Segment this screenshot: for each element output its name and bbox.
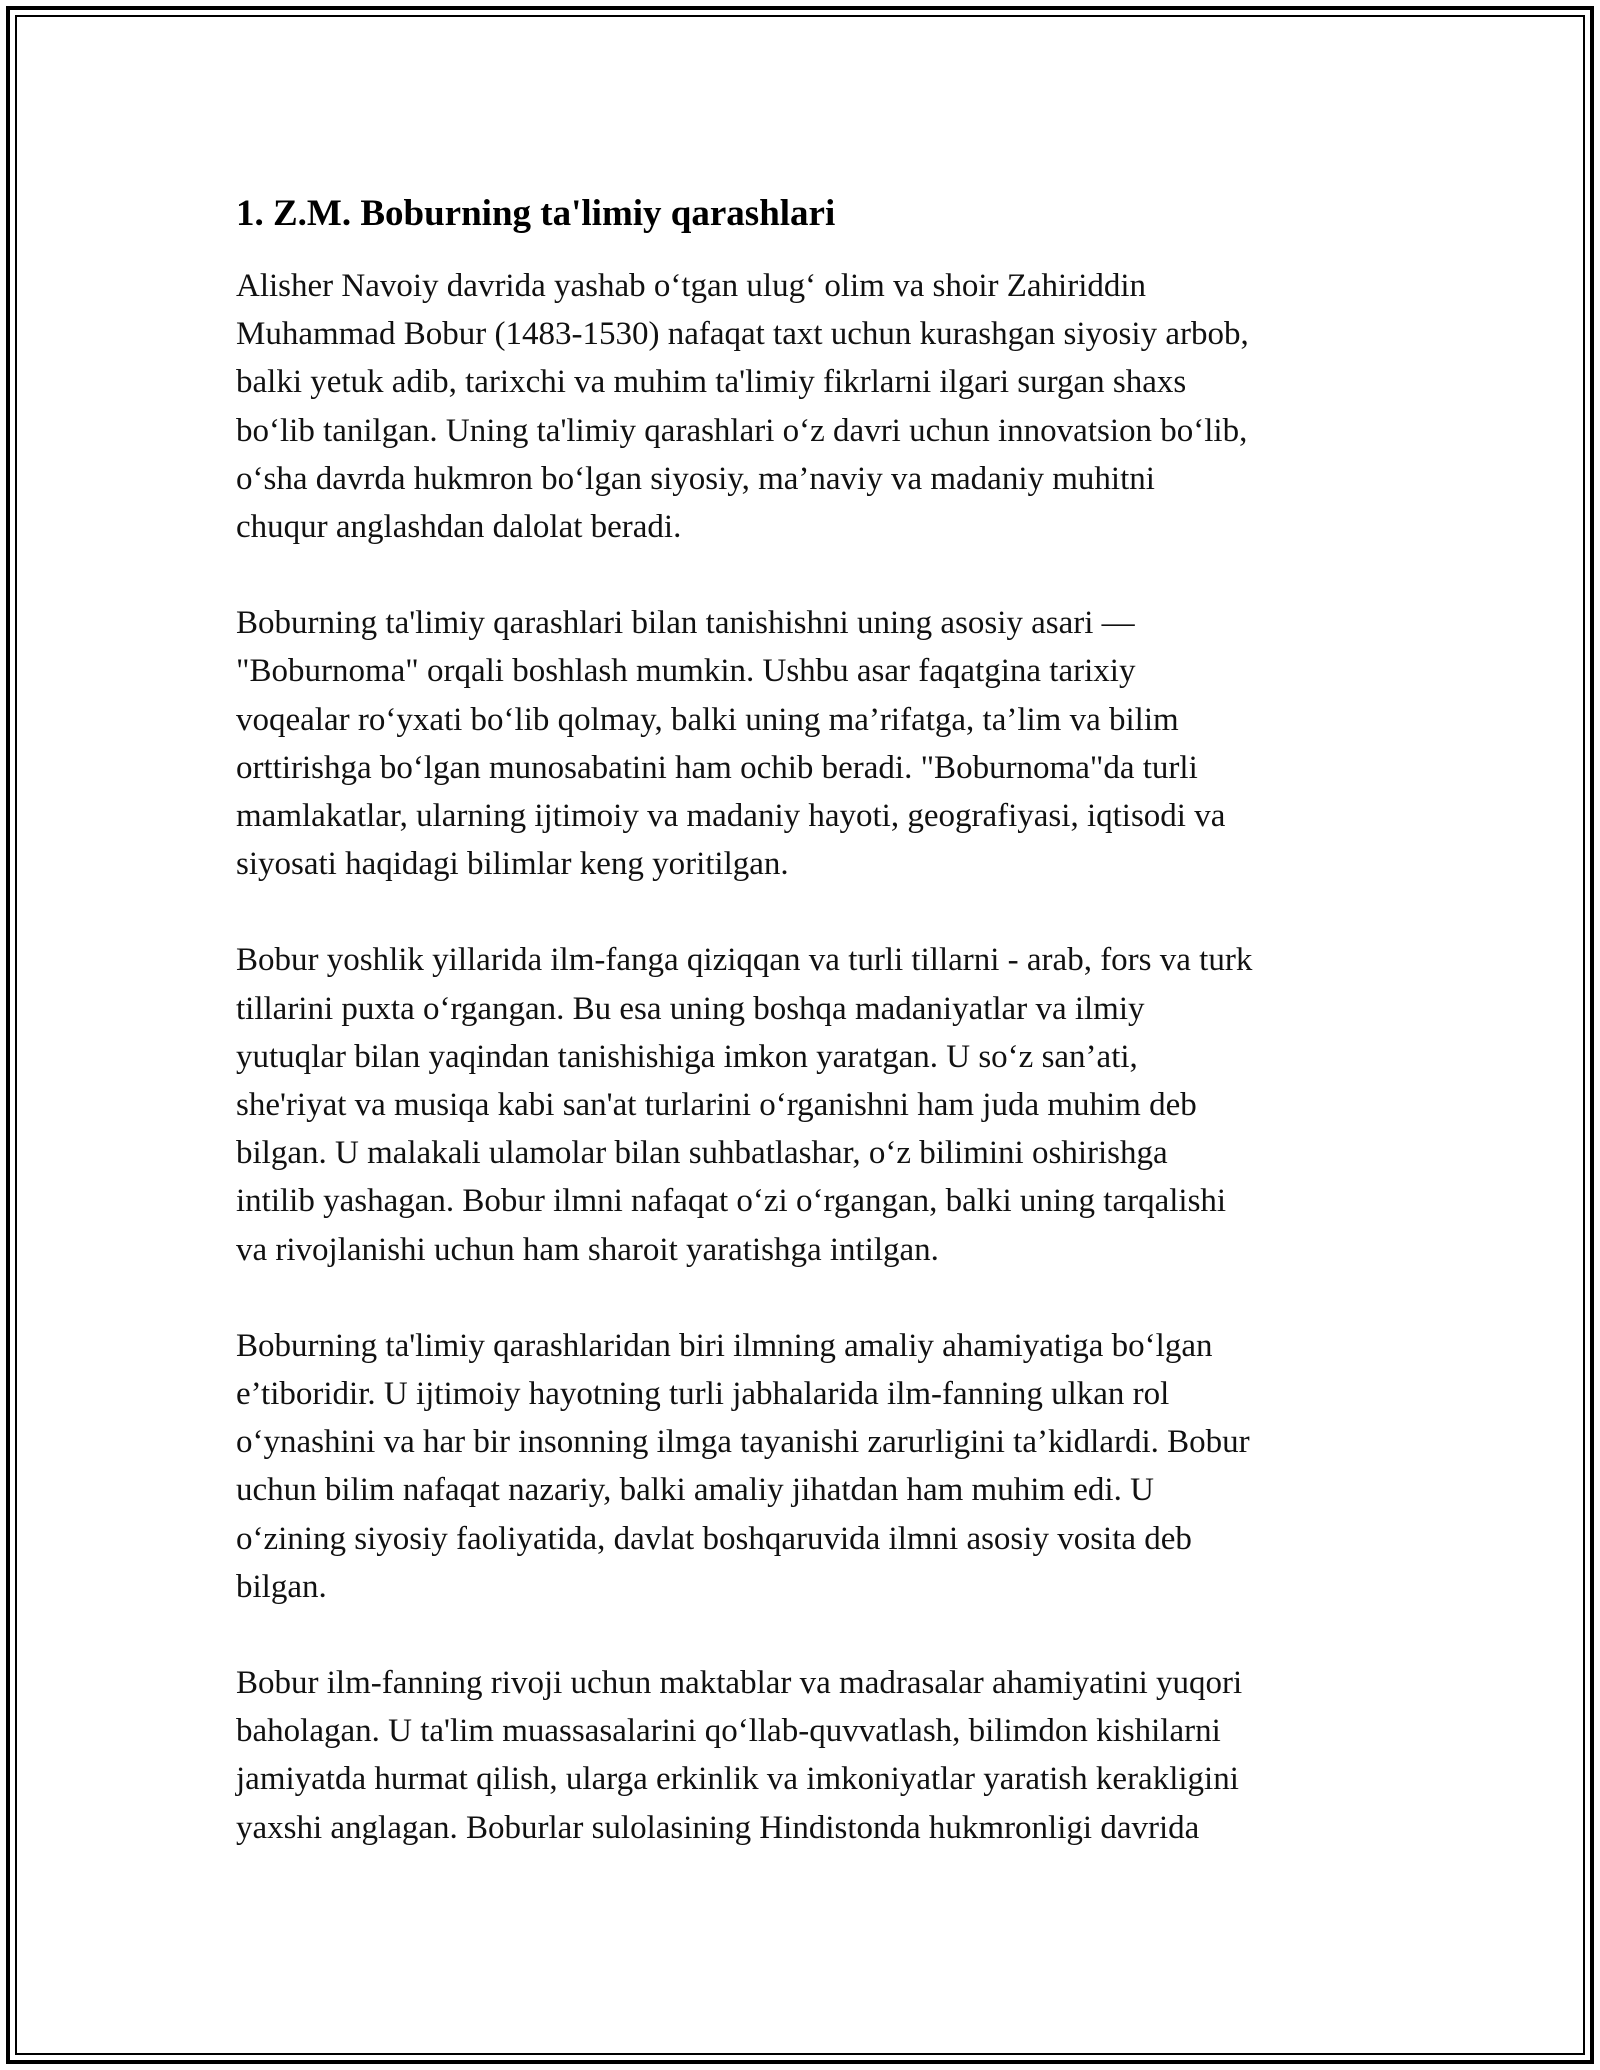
text-line: Bobur ilm-fanning rivoji uchun maktablar va madrasalar ahamiyatini yuqori xyxy=(236,1665,1243,1702)
text-line: balki yetuk adib, tarixchi va muhim ta'limiy fikrlarni ilgari surgan shaxs xyxy=(236,364,1187,401)
paragraph-5 xyxy=(236,1659,1376,1852)
paragraph-4 xyxy=(236,1322,1376,1611)
text-line: Muhammad Bobur (1483-1530) nafaqat taxt uchun kurashgan siyosiy arbob, xyxy=(236,316,1249,353)
text-line: voqealar ro‘yxati bo‘lib qolmay, balki uning ma’rifatga, ta’lim va bilim xyxy=(236,701,1179,738)
section-heading: 1. Z.M. Boburning ta'limiy qarashlari xyxy=(236,193,836,234)
text-line: o‘zining siyosiy faoliyatida, davlat boshqaruvida ilmni asosiy vosita deb xyxy=(236,1520,1192,1557)
text-line: baholagan. U ta'lim muassasalarini qo‘llab-quvvatlash, bilimdon kishilarni xyxy=(236,1713,1221,1750)
paragraph-1 xyxy=(236,262,1376,551)
text-line: uchun bilim nafaqat nazariy, balki amaliy jihatdan ham muhim edi. U xyxy=(236,1472,1154,1509)
paragraph-3 xyxy=(236,936,1376,1273)
text-line: o‘ynashini va har bir insonning ilmga tayanishi zarurligini ta’kidlardi. Bobur xyxy=(236,1424,1250,1461)
text-line: bo‘lib tanilgan. Uning ta'limiy qarashlari o‘z davri uchun innovatsion bo‘lib, xyxy=(236,412,1248,449)
text-line: jamiyatda hurmat qilish, ularga erkinlik va imkoniyatlar yaratish kerakligini xyxy=(236,1761,1239,1798)
text-line: e’tiboridir. U ijtimoiy hayotning turli jabhalarida ilm-fanning ulkan rol xyxy=(236,1376,1170,1413)
text-line: orttirishga bo‘lgan munosabatini ham ochib beradi. "Boburnoma"da turli xyxy=(236,749,1198,786)
text-line: bilgan. U malakali ulamolar bilan suhbatlashar, o‘z bilimini oshirishga xyxy=(236,1135,1168,1172)
text-line: yaxshi anglagan. Boburlar sulolasining Hindistonda hukmronligi davrida xyxy=(236,1809,1200,1846)
text-line: tillarini puxta o‘rgangan. Bu esa uning boshqa madaniyatlar va ilmiy xyxy=(236,990,1145,1027)
text-line: Boburning ta'limiy qarashlari bilan tanishishni uning asosiy asari — xyxy=(236,605,1135,642)
text-line: va rivojlanishi uchun ham sharoit yaratishga intilgan. xyxy=(236,1231,939,1268)
text-line: Bobur yoshlik yillarida ilm-fanga qiziqqan va turli tillarni - arab, fors va turk xyxy=(236,942,1253,979)
text-line: bilgan. xyxy=(236,1568,327,1605)
document-body xyxy=(236,186,1376,1900)
text-line: mamlakatlar, ularning ijtimoiy va madaniy hayoti, geografiyasi, iqtisodi va xyxy=(236,798,1226,835)
text-line: siyosati haqidagi bilimlar keng yoritilgan. xyxy=(236,846,789,883)
text-line: she'riyat va musiqa kabi san'at turlarini o‘rganishni ham juda muhim deb xyxy=(236,1087,1197,1124)
text-line: yutuqlar bilan yaqindan tanishishiga imkon yaratgan. U so‘z san’ati, xyxy=(236,1038,1138,1075)
text-line: intilib yashagan. Bobur ilmni nafaqat o‘zi o‘rgangan, balki uning tarqalishi xyxy=(236,1183,1227,1220)
text-line: Boburning ta'limiy qarashlaridan biri ilmning amaliy ahamiyatiga bo‘lgan xyxy=(236,1327,1213,1364)
paragraph-2 xyxy=(236,599,1376,888)
text-line: "Boburnoma" orqali boshlash mumkin. Ushbu asar faqatgina tarixiy xyxy=(236,653,1136,690)
text-line: Alisher Navoiy davrida yashab o‘tgan ulug‘ olim va shoir Zahiriddin xyxy=(236,268,1147,304)
text-line: chuqur anglashdan dalolat beradi. xyxy=(236,509,682,546)
text-line: o‘sha davrda hukmron bo‘lgan siyosiy, ma’naviy va madaniy muhitni xyxy=(236,460,1155,497)
